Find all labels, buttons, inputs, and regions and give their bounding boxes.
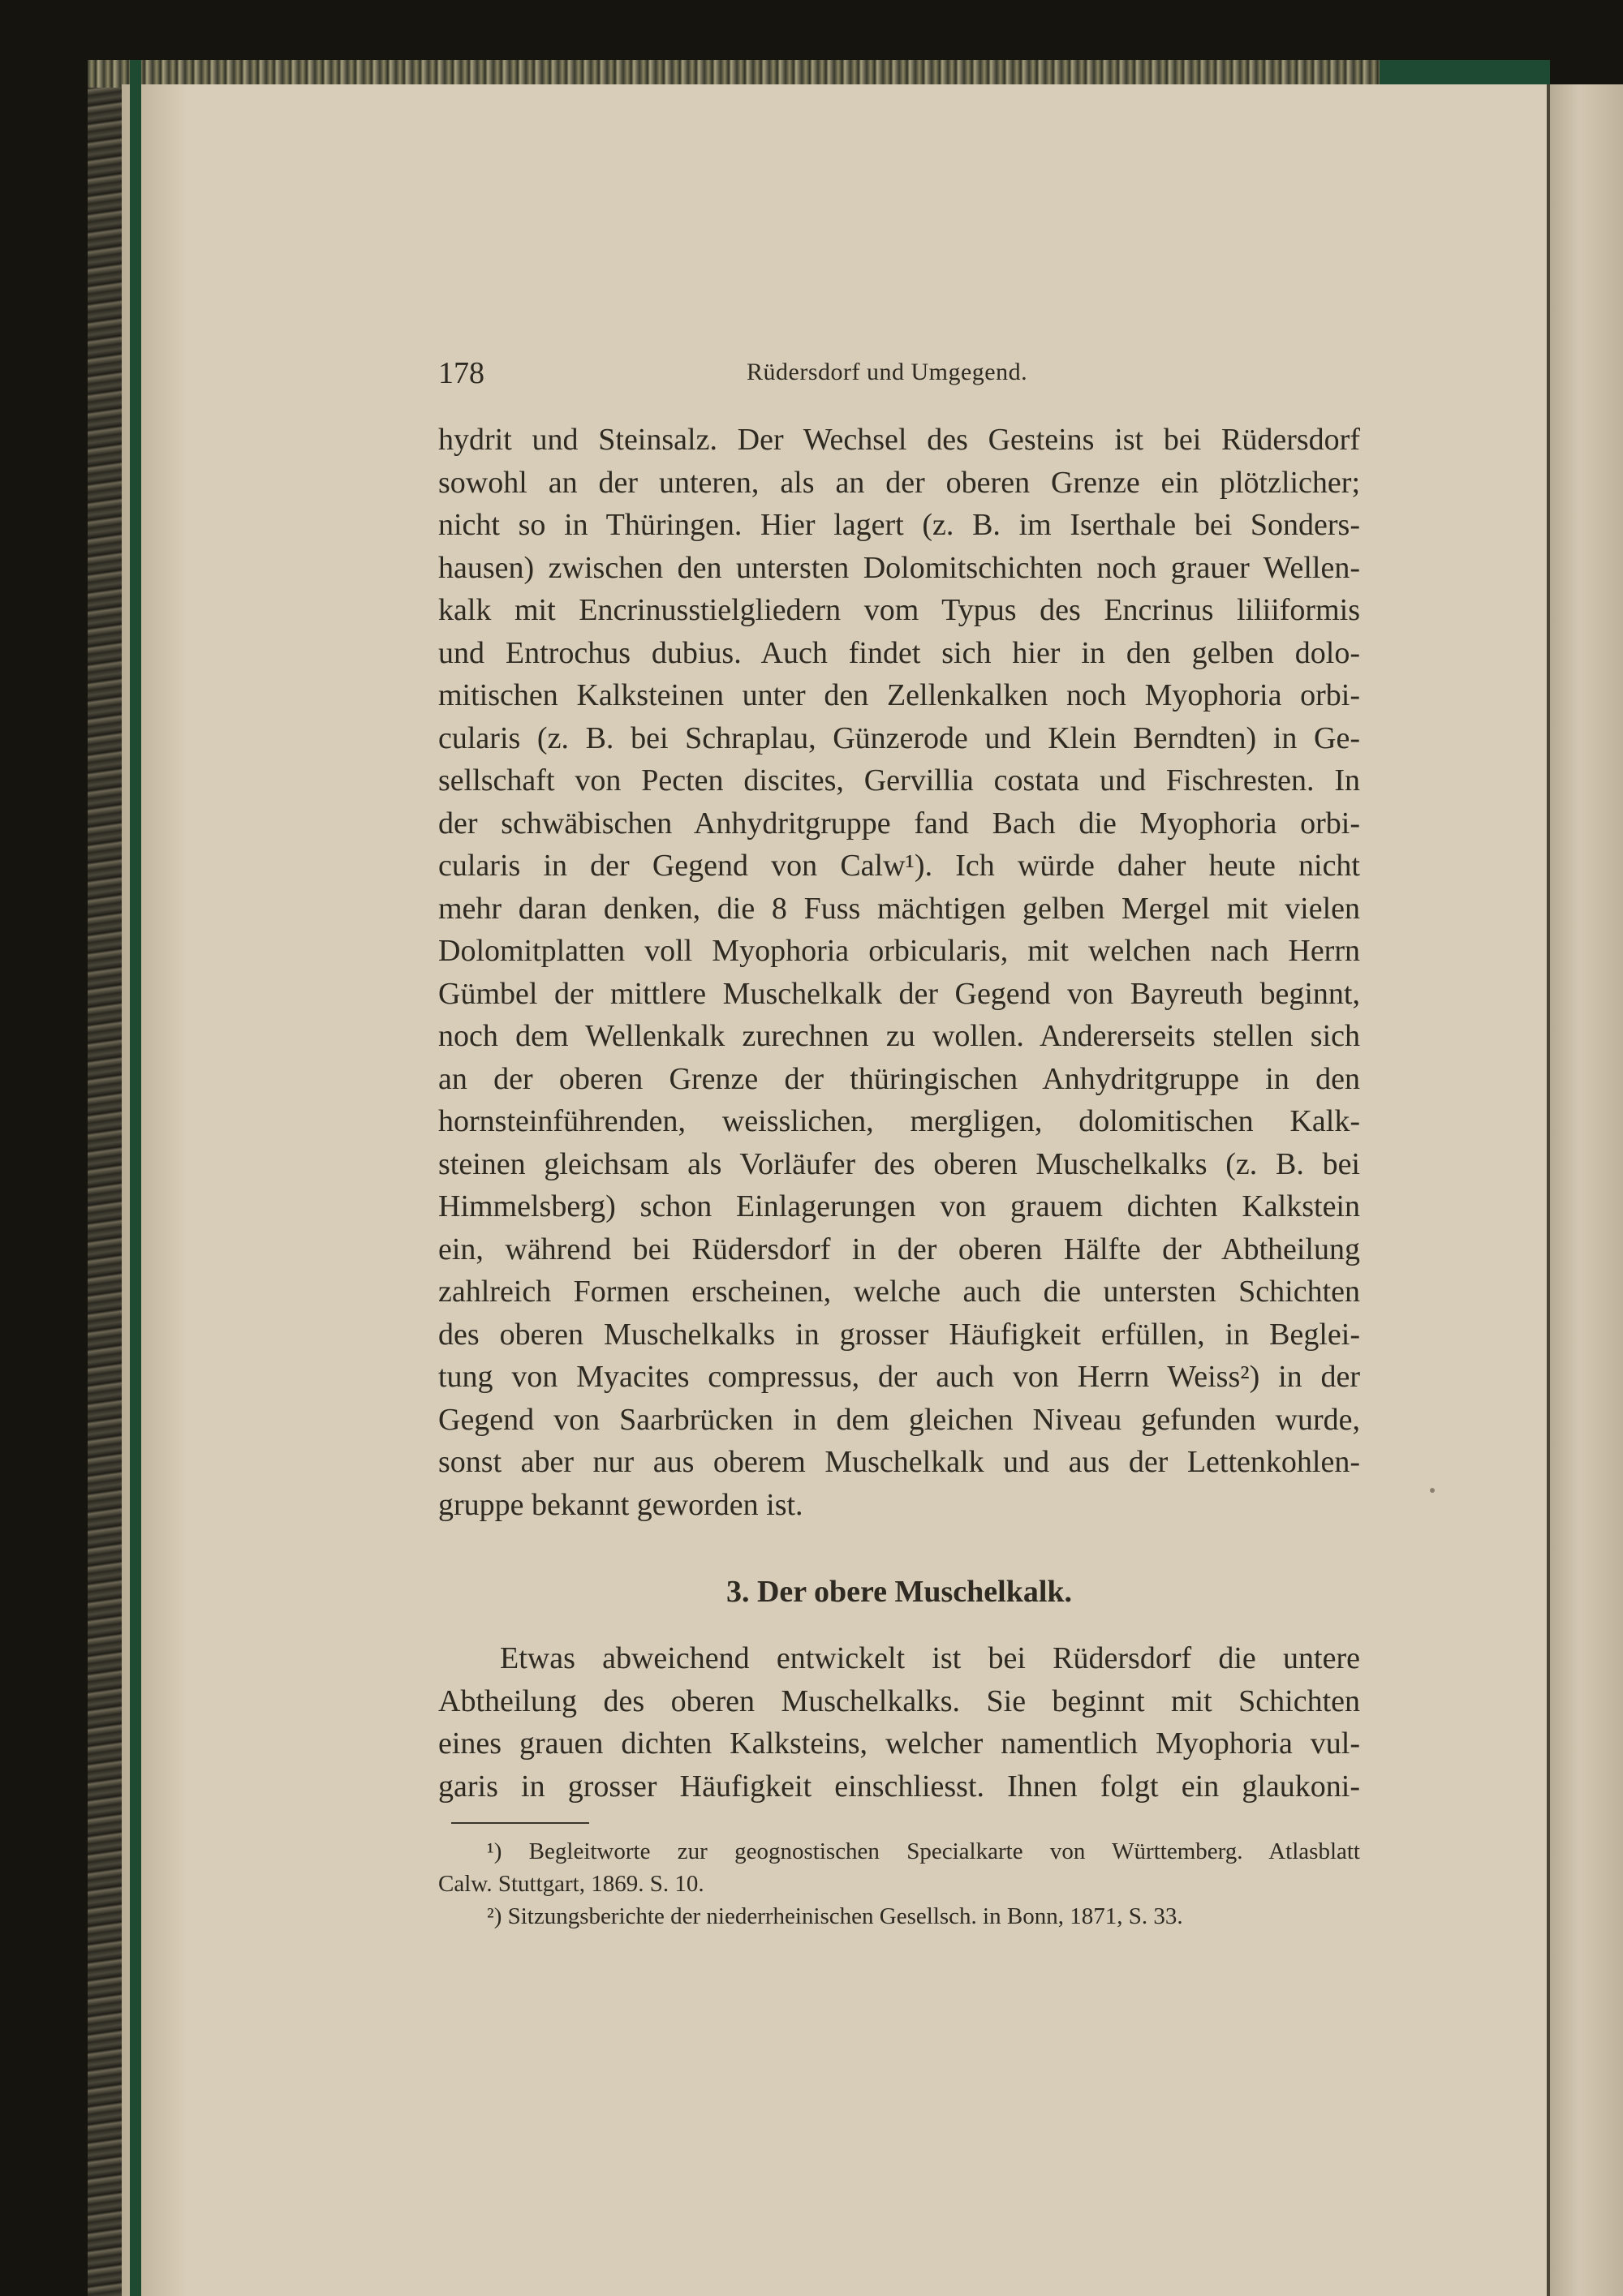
text-line: nicht so in Thüringen. Hier lagert (z. B. im Iserthale bei Sonders- xyxy=(438,508,1360,542)
text-line: Dolomitplatten voll Myophoria orbicularis, mit welchen nach Herrn xyxy=(438,934,1360,968)
book-top-edge xyxy=(88,60,1548,88)
text-line: tung von Myacites compressus, der auch von Herrn Weiss²) in der xyxy=(438,1360,1360,1394)
running-head-title: Rüdersdorf und Umgegend. xyxy=(747,359,1028,385)
book-cover-edge xyxy=(1380,60,1550,88)
text-line: sonst aber nur aus oberem Muschelkalk und aus der Lettenkohlen- xyxy=(438,1445,1360,1479)
binding-edge xyxy=(130,60,141,2296)
section-heading: 3. Der obere Muschelkalk. xyxy=(725,1575,1073,1609)
text-line: cularis (z. B. bei Schraplau, Günzerode und Klein Berndten) in Ge- xyxy=(438,720,1360,755)
text-line: hydrit und Steinsalz. Der Wechsel des Gesteins ist bei Rüdersdorf xyxy=(438,423,1360,457)
text-line: kalk mit Encrinusstielgliedern vom Typus des Encrinus liliiformis xyxy=(438,593,1360,627)
text-line: des oberen Muschelkalks in grosser Häufigkeit erfüllen, in Beglei- xyxy=(438,1317,1360,1352)
text-line: garis in grosser Häufigkeit einschliesst. Ihnen folgt ein glaukoni- xyxy=(438,1769,1360,1804)
text-line: gruppe bekannt geworden ist. xyxy=(438,1487,803,1522)
running-head xyxy=(438,355,1360,396)
page-gutter xyxy=(1547,84,1550,2296)
text-line: cularis in der Gegend von Calw¹). Ich würde daher heute nicht xyxy=(438,849,1360,883)
body-paragraph xyxy=(438,419,1360,1526)
text-line: Himmelsberg) schon Einlagerungen von grauem dichten Kalkstein xyxy=(438,1189,1360,1223)
paper-speck xyxy=(1430,1488,1435,1493)
text-line: noch dem Wellenkalk zurechnen zu wollen. Andererseits stellen sich xyxy=(438,1019,1360,1053)
text-line: Gegend von Saarbrücken in dem gleichen Niveau gefunden wurde, xyxy=(438,1402,1360,1437)
text-line: mehr daran denken, die 8 Fuss mächtigen gelben Mergel mit vielen xyxy=(438,891,1360,926)
section-paragraph xyxy=(438,1637,1360,1808)
page-number: 178 xyxy=(438,356,484,390)
text-line: hausen) zwischen den untersten Dolomitschichten noch grauer Wellen- xyxy=(438,550,1360,585)
next-page-edge xyxy=(1550,84,1623,2296)
text-line: sellschaft von Pecten discites, Gervillia costata und Fischresten. In xyxy=(438,763,1360,798)
footnote-divider xyxy=(451,1822,589,1824)
footnote-line: ¹) Begleitworte zur geognostischen Specialkarte von Württemberg. Atlasblatt xyxy=(487,1838,1360,1864)
footnotes xyxy=(438,1835,1360,1933)
text-line: mitischen Kalksteinen unter den Zellenkalken noch Myophoria orbi- xyxy=(438,678,1360,712)
text-line: an der oberen Grenze der thüringischen Anhydritgruppe in den xyxy=(438,1061,1360,1096)
text-line: zahlreich Formen erscheinen, welche auch die untersten Schichten xyxy=(438,1275,1360,1309)
text-line: eines grauen dichten Kalksteins, welcher namentlich Myophoria vul- xyxy=(438,1726,1360,1761)
text-line: sowohl an der unteren, als an der oberen Grenze ein plötzlicher; xyxy=(438,465,1360,500)
text-line: der schwäbischen Anhydritgruppe fand Bach die Myophoria orbi- xyxy=(438,806,1360,841)
text-line: steinen gleichsam als Vorläufer des oberen Muschelkalks (z. B. bei xyxy=(438,1146,1360,1181)
text-line: Etwas abweichend entwickelt ist bei Rüdersdorf die untere xyxy=(500,1641,1360,1675)
text-line: Gümbel der mittlere Muschelkalk der Gegend von Bayreuth beginnt, xyxy=(438,976,1360,1011)
text-line: Abtheilung des oberen Muschelkalks. Sie beginnt mit Schichten xyxy=(438,1683,1360,1718)
text-line: und Entrochus dubius. Auch findet sich hier in den gelben dolo- xyxy=(438,635,1360,670)
footnote-line: Calw. Stuttgart, 1869. S. 10. xyxy=(438,1871,704,1897)
text-line: ein, während bei Rüdersdorf in der oberen Hälfte der Abtheilung xyxy=(438,1232,1360,1266)
text-line: hornsteinführenden, weisslichen, mergligen, dolomitischen Kalk- xyxy=(438,1104,1360,1138)
footnote-line: ²) Sitzungsberichte der niederrheinischen Gesellsch. in Bonn, 1871, S. 33. xyxy=(487,1903,1183,1929)
